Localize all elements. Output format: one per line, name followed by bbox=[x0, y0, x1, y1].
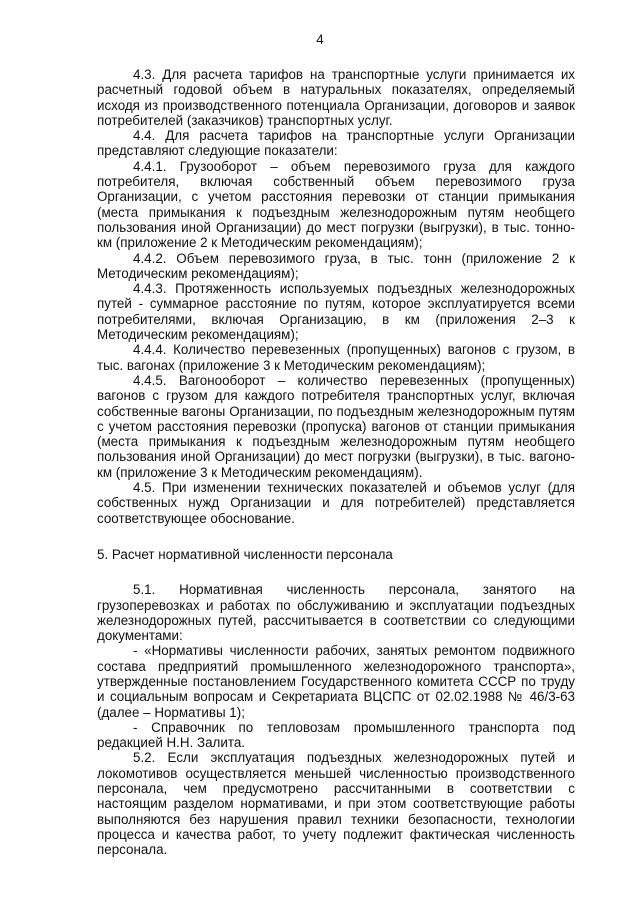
section-heading: 5. Расчет нормативной численности персонала bbox=[97, 546, 393, 562]
paragraph-4-4-4: 4.4.4. Количество перевезенных (пропущенных) вагонов с грузом, в тыс. вагонах (приложение 3 к Методическим рекомендациям); bbox=[97, 342, 575, 373]
paragraph-4-3: 4.3. Для расчета тарифов на транспортные услуги принимается их расчетный годовой объем в натуральных показателях, определяемый исходя из производственного потенциала Организации, договоров и заявок потребителей (заказчиков) транспортных услуг. bbox=[97, 67, 575, 128]
paragraph-4-4-3: 4.4.3. Протяженность используемых подъездных железнодорожных путей - суммарное расстояние по путям, которое эксплуатируется всеми потребителями, включая Организацию, в км (приложения 2–3 к Методическим рекомендациям); bbox=[97, 281, 575, 343]
paragraph-5-1: 5.1. Нормативная численность персонала, занятого на грузоперевозках и работах по обслуживанию и эксплуатации подъездных железнодорожных путей, рассчитывается в соответствии со следующими документами: bbox=[97, 582, 575, 644]
list-item-norms: - «Нормативы численности рабочих, занятых ремонтом подвижного состава предприятий промышленного железнодорожного транспорта», утвержденные постановлением Государственного комитета СССР по труду и социальным вопросам и Секретариата ВЦСПС от 02.02.1988 № 46/3-63 (далее – Нормативы 1); bbox=[97, 643, 575, 720]
paragraph-4-4-5: 4.4.5. Вагонооборот – количество перевезенных (пропущенных) вагонов с грузом для каждого потребителя транспортных услуг, включая собственные вагоны Организации, по подъездным железнодорожным путям с учетом расстояния перевозки (пропуска) вагонов от станции примыкания (места примыкания к подъездным железнодорожным путям необщего пользования иной Организации) до мест погрузки (выгрузки), в тыс. вагоно-км (приложение 3 к Методическим рекомендациям). bbox=[97, 372, 575, 480]
paragraph-4-5: 4.5. При изменении технических показателей и объемов услуг (для собственных нужд Организации и для потребителей) представляется соответствующее обоснование. bbox=[97, 480, 575, 526]
paragraph-5-2: 5.2. Если эксплуатация подъездных железнодорожных путей и локомотивов осуществляется меньшей численностью производственного персонала, чем предусмотрено рассчитанными в соответствии с настоящим разделом нормативами, и при этом соответствующие работы выполняются без нарушения правил техники безопасности, технологии процесса и качества работ, то учету подлежит фактическая численность персонала. bbox=[97, 750, 575, 858]
list-item-handbook: - Справочник по тепловозам промышленного транспорта под редакцией Н.Н. Залита. bbox=[97, 719, 575, 751]
paragraph-4-4-2: 4.4.2. Объем перевозимого груза, в тыс. тонн (приложение 2 к Методическим рекомендациям); bbox=[97, 250, 575, 281]
document-body bbox=[97, 67, 575, 858]
paragraph-4-4: 4.4. Для расчета тарифов на транспортные услуги Организации представляют следующие показатели: bbox=[97, 128, 575, 159]
paragraph-4-4-1: 4.4.1. Грузооборот – объем перевозимого груза для каждого потребителя, включая собственный объем перевозимого груза Организации, с учетом расстояния перевозки от станции примыкания (места примыкания к подъездным железнодорожным путям необщего пользования иной Организации) до мест погрузки (выгрузки), в тыс. тонно-км (приложение 2 к Методическим рекомендациям); bbox=[97, 158, 575, 251]
page-number: 4 bbox=[316, 32, 324, 47]
